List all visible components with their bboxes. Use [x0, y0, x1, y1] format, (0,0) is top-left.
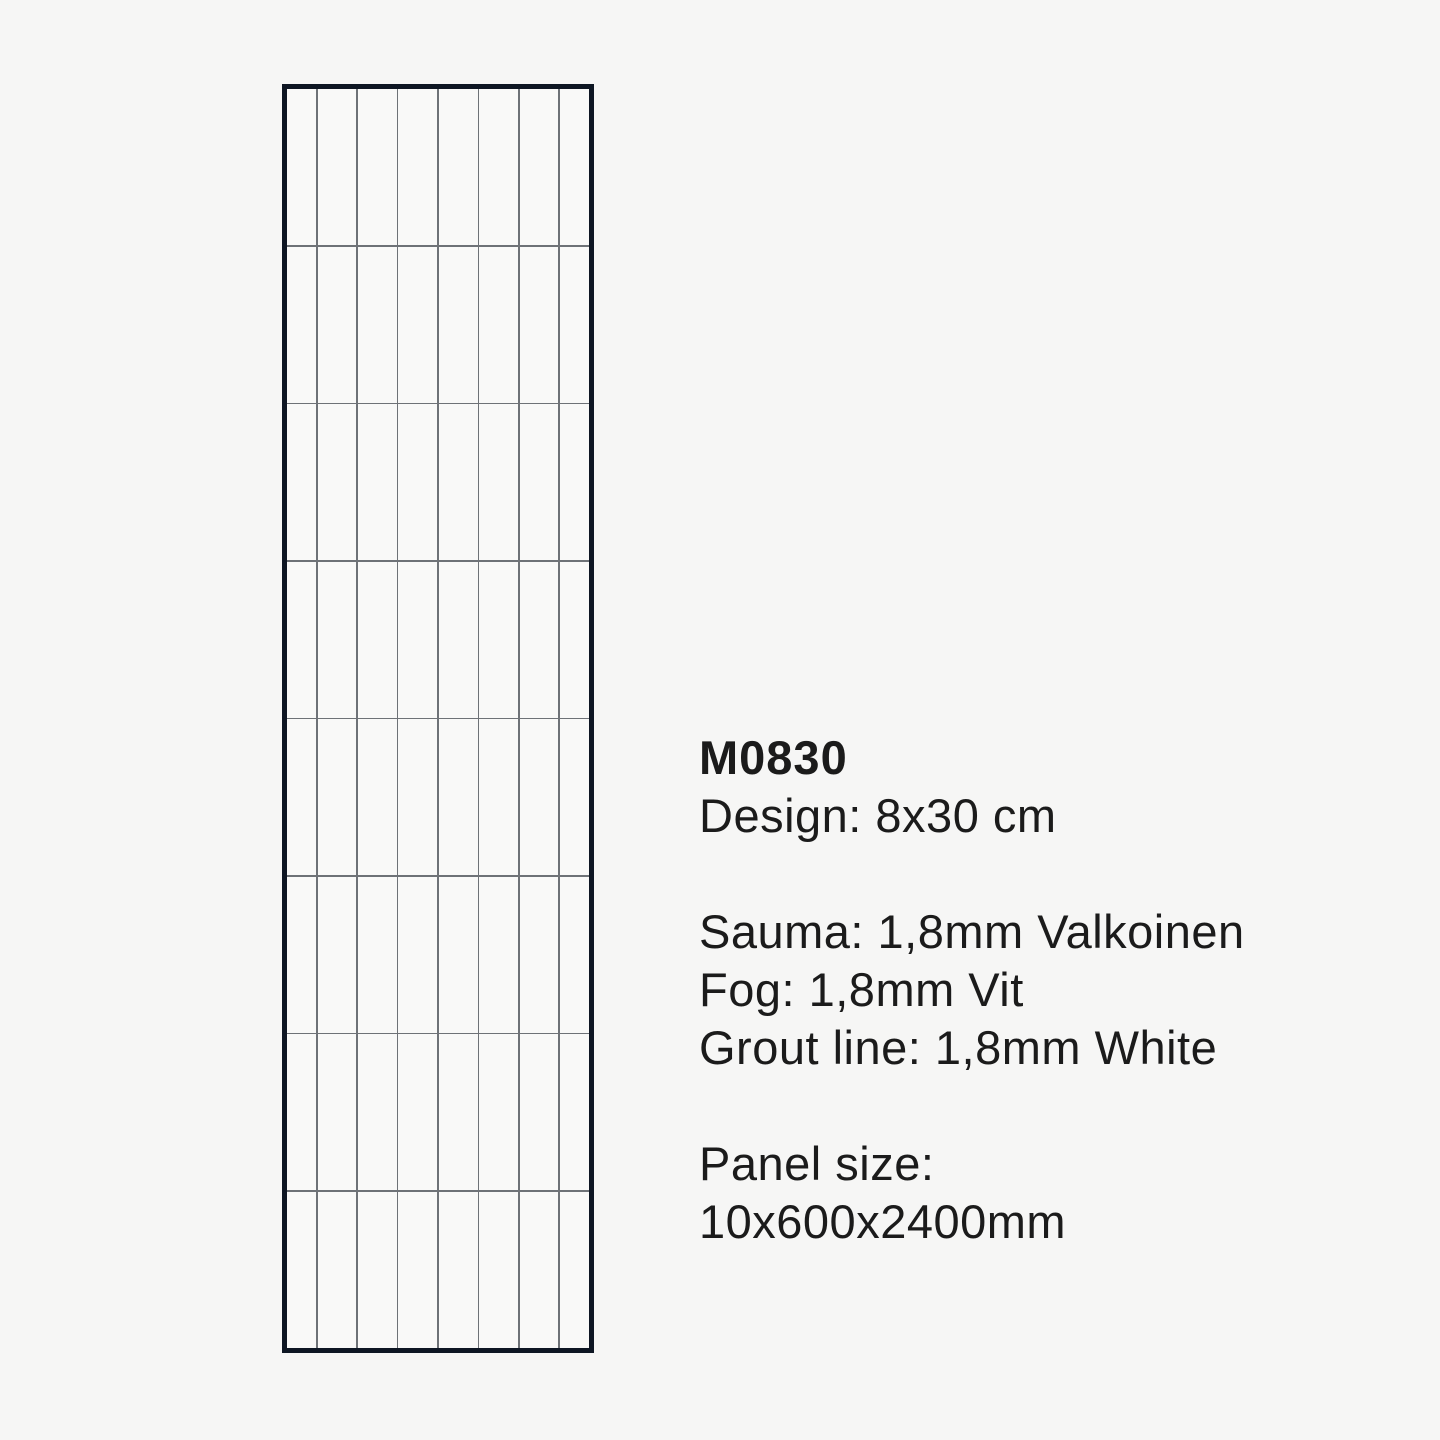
panel-size-value: 10x600x2400mm — [699, 1195, 1067, 1248]
tile-cell — [318, 719, 357, 875]
tile-cell — [439, 1192, 478, 1348]
tile-cell — [398, 89, 437, 245]
tile-cell — [560, 719, 589, 875]
tile-cell — [358, 877, 397, 1033]
tile-cell — [479, 562, 518, 718]
product-spec-block — [699, 729, 1245, 1251]
tile-cell — [520, 404, 559, 560]
design-size-spec: Design: 8x30 cm — [699, 789, 1057, 842]
tile-cell — [520, 89, 559, 245]
tile-cell — [287, 247, 316, 403]
tile-cell — [520, 562, 559, 718]
tile-cell — [287, 1192, 316, 1348]
tile-cell — [479, 1034, 518, 1190]
tile-cell — [439, 877, 478, 1033]
panel-size-label: Panel size: — [699, 1137, 935, 1190]
tile-cell — [439, 89, 478, 245]
tile-cell — [479, 89, 518, 245]
tile-cell — [398, 1034, 437, 1190]
tile-cell — [439, 1034, 478, 1190]
tile-cell — [439, 247, 478, 403]
tile-cell — [560, 247, 589, 403]
tile-cell — [358, 562, 397, 718]
tile-cell — [287, 89, 316, 245]
tile-panel-diagram — [282, 84, 594, 1353]
tile-cell — [479, 404, 518, 560]
tile-cell — [318, 247, 357, 403]
tile-cell — [398, 1192, 437, 1348]
tile-cell — [560, 877, 589, 1033]
tile-cell — [287, 719, 316, 875]
tile-cell — [358, 1192, 397, 1348]
tile-cell — [318, 1034, 357, 1190]
grout-spec-fi: Sauma: 1,8mm Valkoinen — [699, 905, 1245, 958]
tile-cell — [560, 1034, 589, 1190]
tile-cell — [479, 877, 518, 1033]
tile-cell — [358, 719, 397, 875]
tile-cell — [439, 562, 478, 718]
spacer — [699, 845, 1245, 903]
tile-cell — [318, 89, 357, 245]
tile-grid — [287, 89, 589, 1348]
tile-cell — [439, 719, 478, 875]
tile-cell — [560, 404, 589, 560]
spacer — [699, 1077, 1245, 1135]
tile-cell — [398, 404, 437, 560]
tile-cell — [520, 877, 559, 1033]
tile-cell — [520, 1034, 559, 1190]
tile-cell — [358, 1034, 397, 1190]
tile-cell — [287, 404, 316, 560]
tile-cell — [287, 1034, 316, 1190]
tile-cell — [479, 247, 518, 403]
tile-cell — [318, 404, 357, 560]
tile-cell — [398, 562, 437, 718]
tile-cell — [439, 404, 478, 560]
tile-cell — [318, 562, 357, 718]
tile-cell — [287, 877, 316, 1033]
tile-cell — [520, 719, 559, 875]
tile-cell — [560, 562, 589, 718]
tile-cell — [479, 1192, 518, 1348]
tile-cell — [560, 1192, 589, 1348]
tile-cell — [358, 89, 397, 245]
tile-cell — [398, 719, 437, 875]
tile-cell — [560, 89, 589, 245]
tile-cell — [318, 877, 357, 1033]
tile-cell — [398, 247, 437, 403]
tile-cell — [479, 719, 518, 875]
grout-spec-en: Grout line: 1,8mm White — [699, 1021, 1218, 1074]
tile-cell — [520, 247, 559, 403]
tile-cell — [318, 1192, 357, 1348]
tile-cell — [520, 1192, 559, 1348]
tile-cell — [398, 877, 437, 1033]
tile-cell — [358, 404, 397, 560]
grout-spec-sv: Fog: 1,8mm Vit — [699, 963, 1024, 1016]
tile-cell — [358, 247, 397, 403]
tile-cell — [287, 562, 316, 718]
product-code: M0830 — [699, 731, 848, 784]
